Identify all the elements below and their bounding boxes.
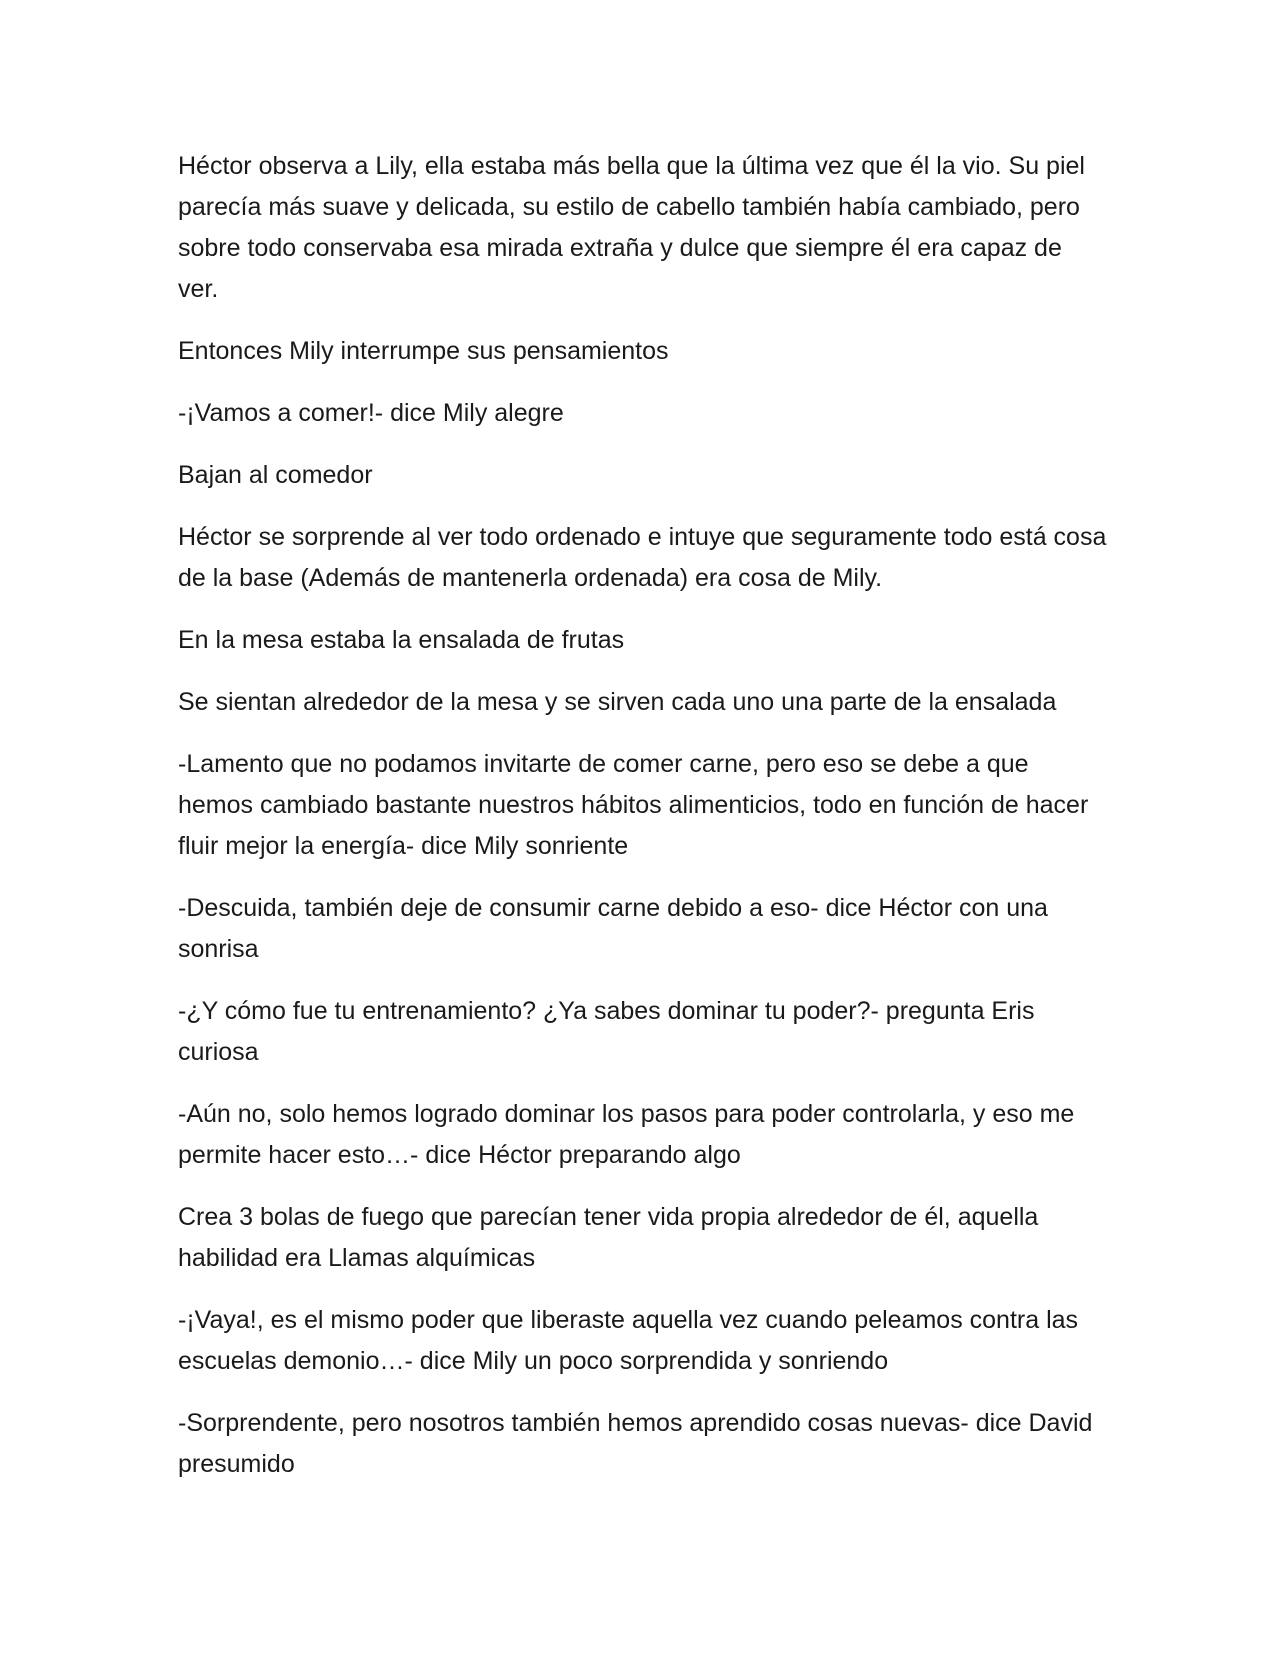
paragraph: Entonces Mily interrumpe sus pensamientos [178,337,669,365]
paragraph: -Sorprendente, pero nosotros también hemos aprendido cosas nuevas- dice David presumido [178,1409,1093,1478]
paragraph: Se sientan alrededor de la mesa y se sirven cada uno una parte de la ensalada [178,688,1057,716]
paragraph: Crea 3 bolas de fuego que parecían tener vida propia alrededor de él, aquella habilidad era Llamas alquímicas [178,1203,1039,1272]
document-body [178,146,1108,1506]
paragraph: -Aún no, solo hemos logrado dominar los pasos para poder controlarla, y eso me permite hacer esto…- dice Héctor preparando algo [178,1100,1075,1169]
paragraph: -¡Vaya!, es el mismo poder que liberaste aquella vez cuando peleamos contra las escuelas demonio…- dice Mily un poco sorprendida y sonriendo [178,1306,1079,1375]
paragraph: Héctor se sorprende al ver todo ordenado e intuye que seguramente todo está cosa de la base (Además de mantenerla ordenada) era cosa de Mily. [178,523,1107,592]
paragraph: Héctor observa a Lily, ella estaba más bella que la última vez que él la vio. Su piel parecía más suave y delicada, su estilo de cabello también había cambiado, pero sobre todo conservaba esa mirada extraña y dulce que siempre él era capaz de ver. [178,152,1085,303]
paragraph: -¡Vamos a comer!- dice Mily alegre [178,399,564,427]
paragraph: -¿Y cómo fue tu entrenamiento? ¿Ya sabes dominar tu poder?- pregunta Eris curiosa [178,997,1035,1066]
paragraph: Bajan al comedor [178,461,373,489]
paragraph: -Lamento que no podamos invitarte de comer carne, pero eso se debe a que hemos cambiado bastante nuestros hábitos alimenticios, todo en función de hacer fluir mejor la energía- dice Mily sonriente [178,750,1089,860]
paragraph: -Descuida, también deje de consumir carne debido a eso- dice Héctor con una sonrisa [178,894,1048,963]
paragraph: En la mesa estaba la ensalada de frutas [178,626,625,654]
